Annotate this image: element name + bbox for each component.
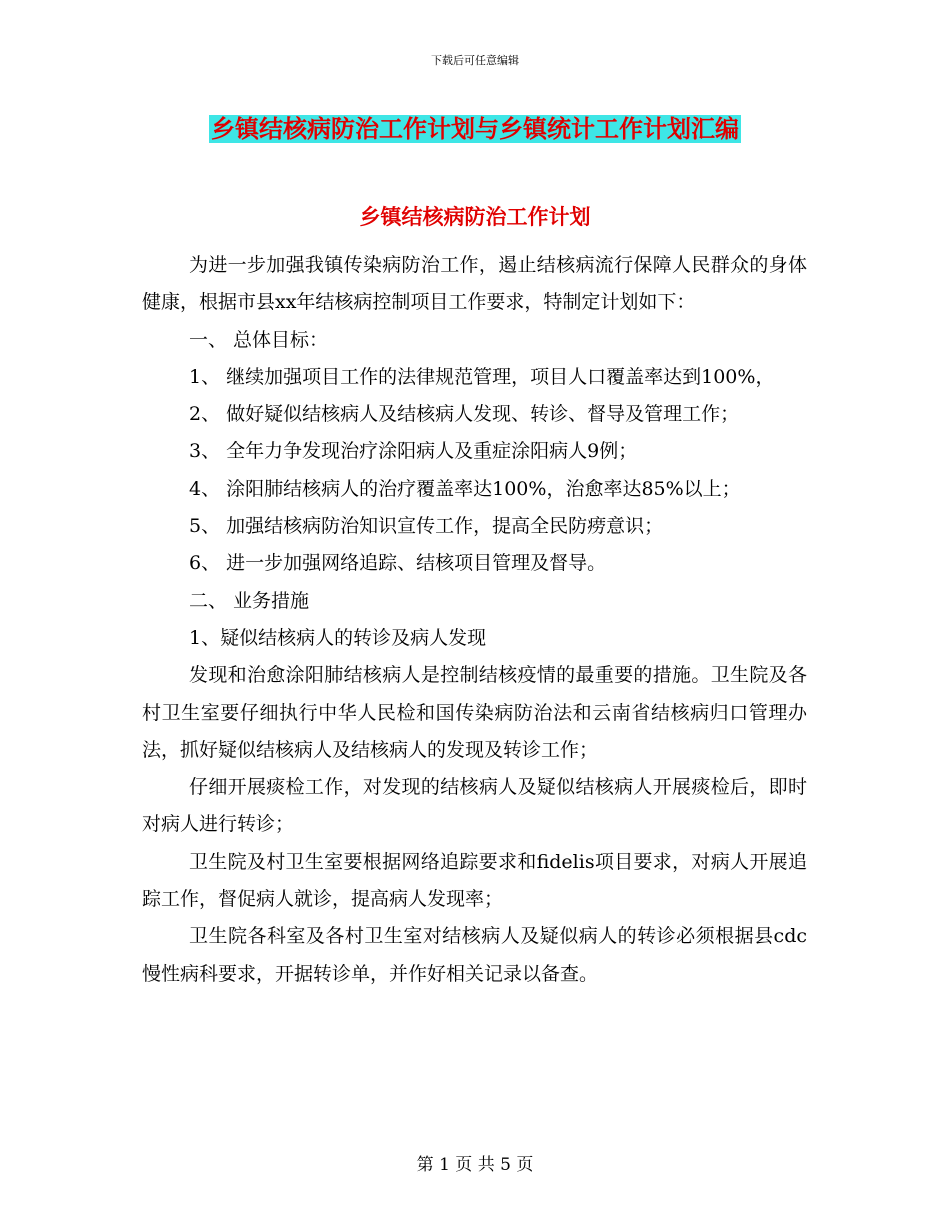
page-footer: 第 1 页 共 5 页 [416, 1155, 534, 1175]
goal-item-5: 5、 加强结核病防治知识宣传工作，提高全民防痨意识； [189, 515, 664, 538]
goal-item-2: 2、 做好疑似结核病人及结核病人发现、转诊、督导及管理工作； [189, 403, 740, 426]
header-note: 下载后可任意编辑 [431, 54, 519, 67]
document-body [142, 247, 807, 993]
measure-paragraph-3: 卫生院及村卫生室要根据网络追踪要求和fidelis项目要求，对病人开展追踪工作，督促病人就诊，提高病人发现率； [142, 850, 807, 911]
measure-paragraph-4: 卫生院各科室及各村卫生室对结核病人及疑似病人的转诊必须根据县cdc慢性病科要求，开据转诊单，并作好相关记录以备查。 [142, 925, 807, 985]
main-title-text: 乡镇结核病防治工作计划与乡镇统计工作计划汇编 [211, 115, 739, 143]
intro-paragraph: 为进一步加强我镇传染病防治工作，遏止结核病流行保障人民群众的身体健康，根据市县xx年结核病控制项目工作要求，特制定计划如下： [142, 254, 807, 314]
measure-paragraph-2: 仔细开展痰检工作，对发现的结核病人及疑似结核病人开展痰检后，即时对病人进行转诊； [142, 776, 807, 836]
section-heading-goals: 一、 总体目标： [189, 328, 329, 351]
goal-item-3: 3、 全年力争发现治疗涂阳病人及重症涂阳病人9例； [189, 440, 638, 463]
goal-item-6: 6、 进一步加强网络追踪、结核项目管理及督导。 [189, 552, 607, 575]
goal-item-1: 1、 继续加强项目工作的法律规范管理，项目人口覆盖率达到100%， [189, 365, 775, 388]
subsection-heading-referral: 1、疑似结核病人的转诊及病人发现 [189, 626, 487, 649]
main-title [0, 112, 950, 146]
measure-paragraph-1: 发现和治愈涂阳肺结核病人是控制结核疫情的最重要的措施。卫生院及各村卫生室要仔细执行中华人民检和国传染病防治法和云南省结核病归口管理办法，抓好疑似结核病人及结核病人的发现及转诊工作； [142, 664, 807, 761]
goal-item-4: 4、 涂阳肺结核病人的治疗覆盖率达100%，治愈率达85%以上； [189, 477, 741, 500]
section-title: 乡镇结核病防治工作计划 [359, 205, 591, 229]
section-heading-measures: 二、 业务措施 [189, 589, 310, 612]
